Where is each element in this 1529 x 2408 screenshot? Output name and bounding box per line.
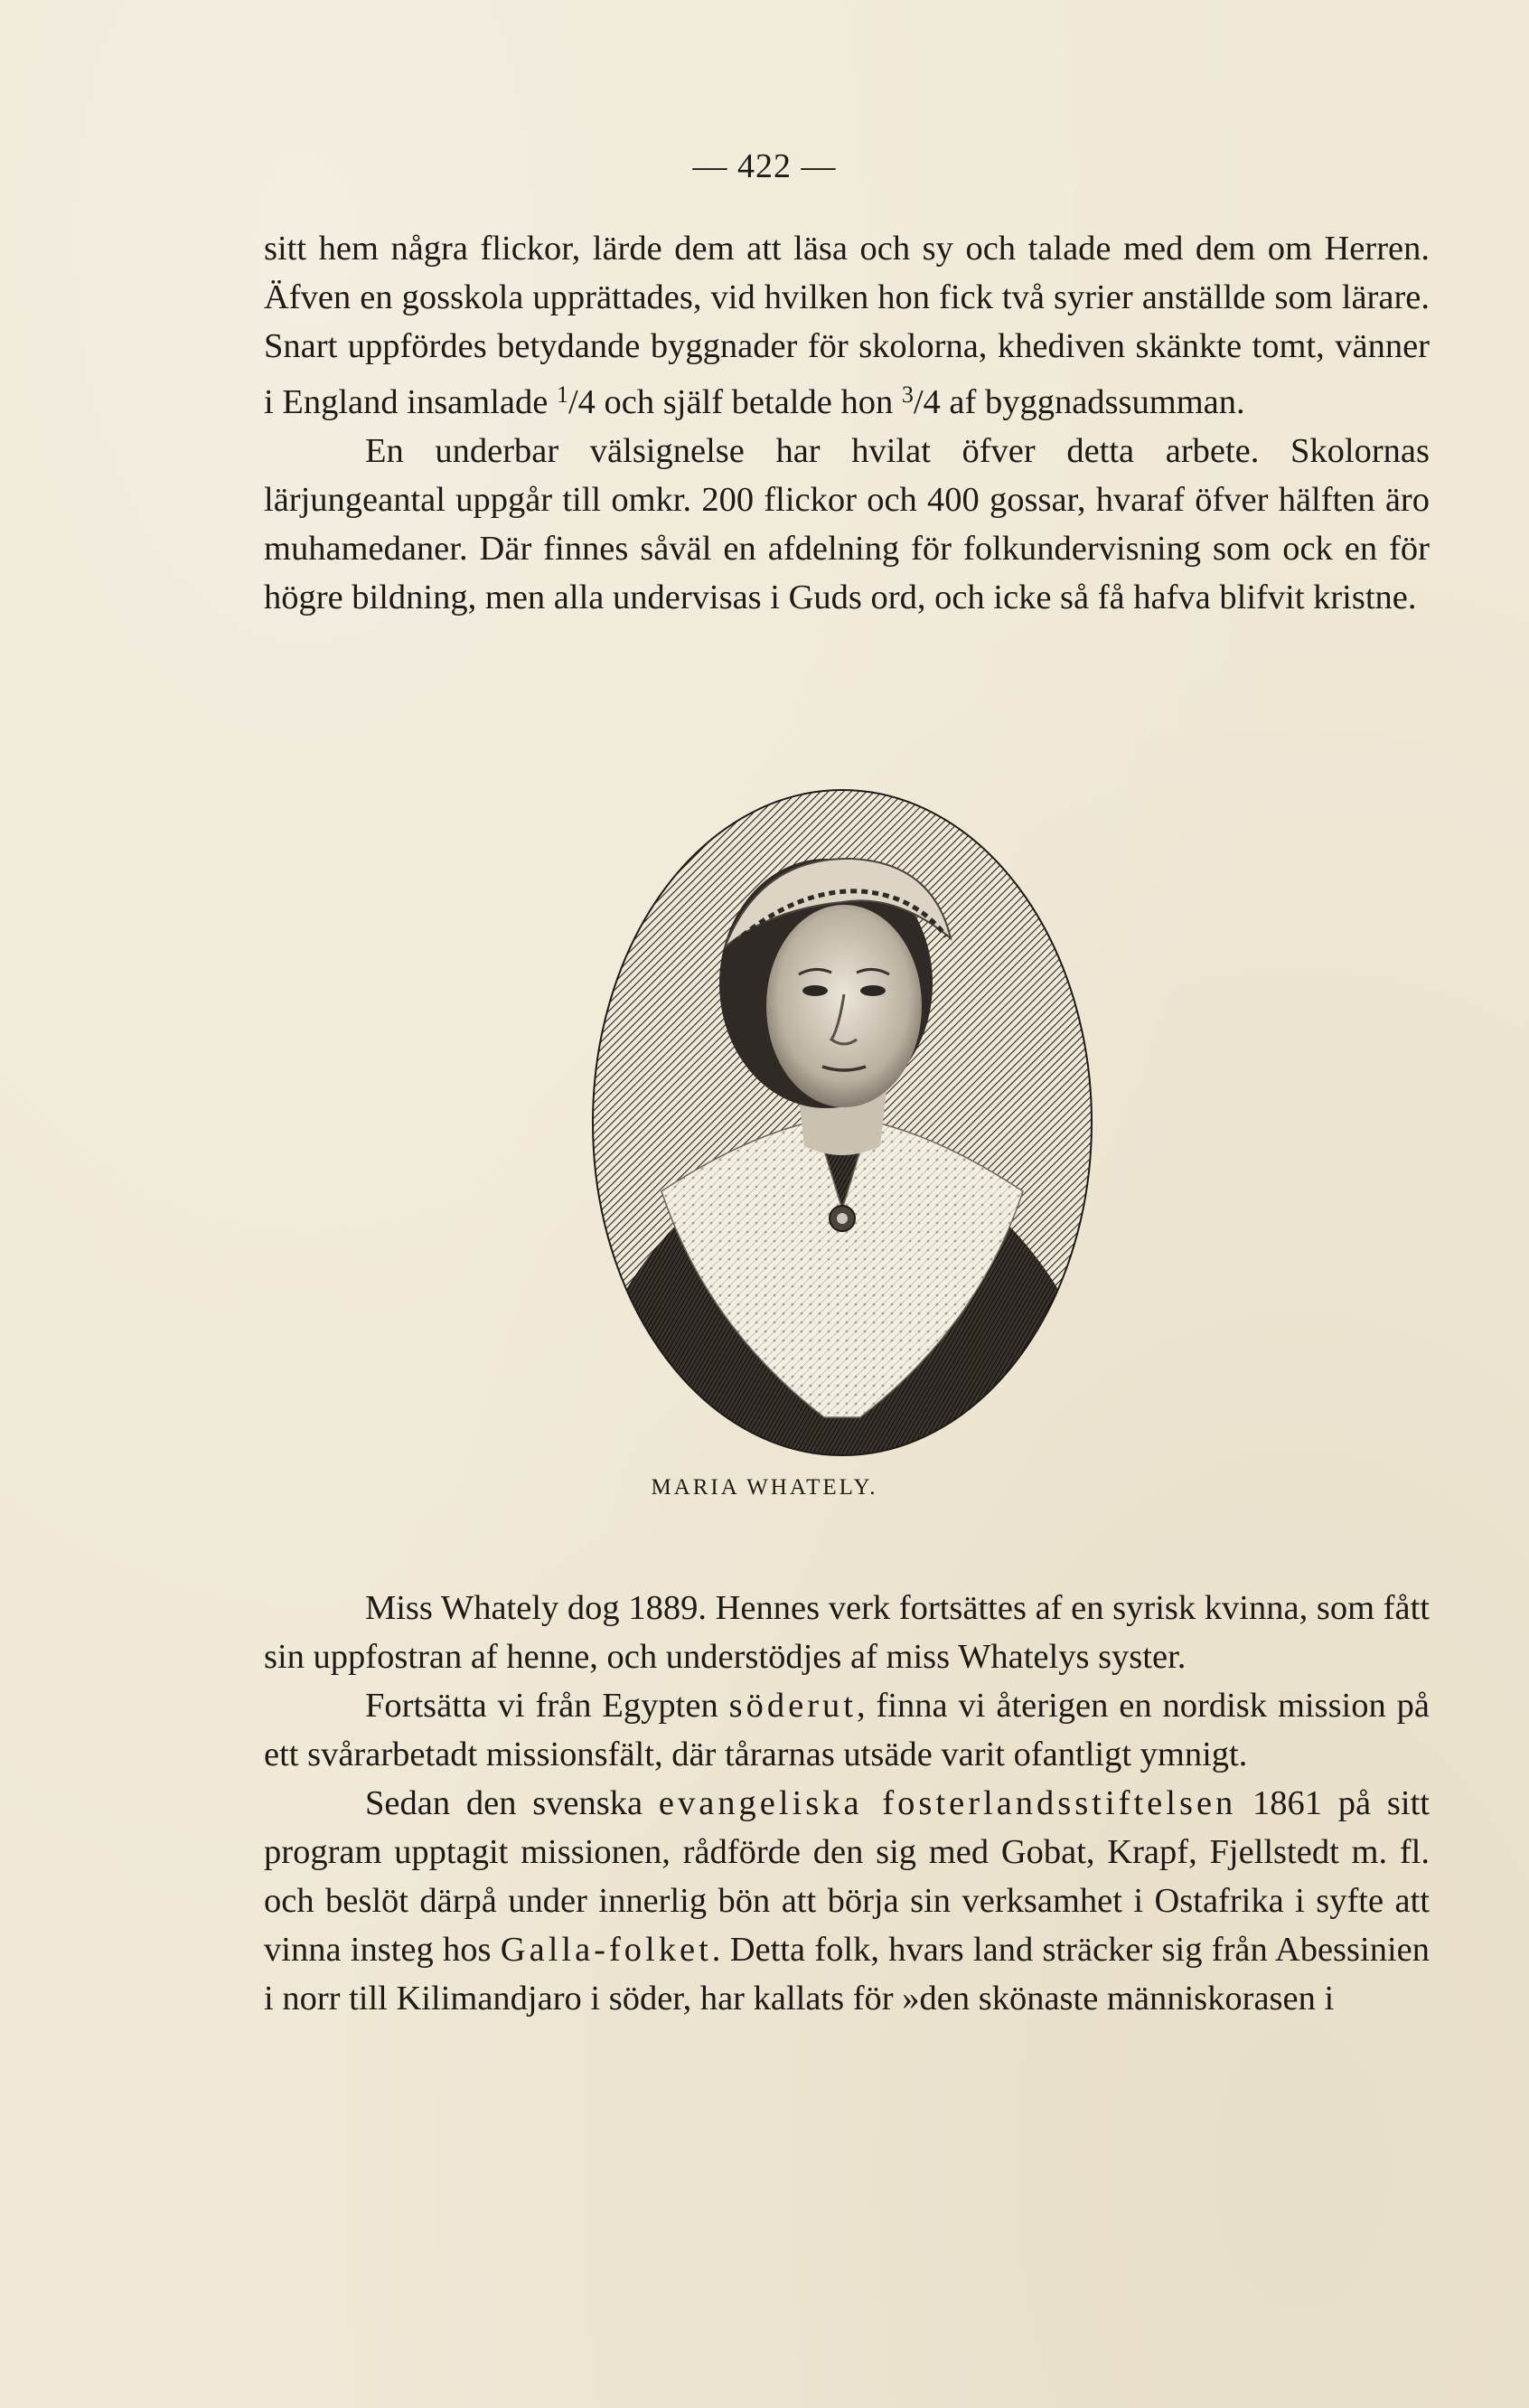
- paragraph-4: [264, 1681, 1430, 1779]
- paragraph-4-text-b: , finna vi återigen en nordisk mission på ett svårarbetadt missionsfält, där tårarnas utsäde varit ofantligt ymnigt.: [264, 1687, 1430, 1773]
- paragraph-5-text-a: Sedan den svenska: [365, 1784, 659, 1822]
- paragraph-1-text-a: sitt hem några flickor, lärde dem att läsa och sy och talade med dem om Herren. Äfven en gosskola upprättades, vid hvilken hon fick två syrier anställde som lärare. Snart uppfördes betydande byggnader för skolorna, khediven skänkte tomt, vänner i England insamlade: [264, 230, 1430, 421]
- fraction-1-denominator: /4: [568, 383, 596, 421]
- paragraph-4-text-a: Fortsätta vi från Egypten: [365, 1687, 729, 1725]
- paragraph-2: En underbar välsignelse har hvilat öfver detta arbete. Skolornas lärjungeantal uppgår till omkr. 200 flickor och 400 gossar, hvaraf öfver hälften äro muhamedaner. Där finnes såväl en afdelning för folkundervisning som ock en för högre bildning, men alla undervisas i Guds ord, och icke så få hafva blifvit kristne.: [264, 432, 1430, 616]
- portrait-engraving: [589, 785, 1095, 1461]
- paragraph-5-text-c: . Detta folk, hvars land sträcker sig från Abessinien i norr till Kilimandjaro i söder, har kallats för »den skönaste människorasen i: [264, 1931, 1430, 2018]
- fraction-2-numerator: 3: [901, 381, 914, 408]
- fraction-2-denominator: /4: [913, 383, 941, 421]
- fraction-1-numerator: 1: [556, 381, 568, 408]
- paragraph-1: [264, 224, 1430, 427]
- paragraph-3: Miss Whately dog 1889. Hennes verk fortsättes af en syrisk kvinna, som fått sin uppfostran af henne, och understödjes af miss Whatelys syster.: [264, 1589, 1430, 1676]
- paragraph-1-text-b: och själf betalde hon: [595, 383, 902, 421]
- paragraph-5-text-b: 1861 på sitt program upptagit missionen, rådförde den sig med Gobat, Krapf, Fjellstedt m. fl. och beslöt därpå under innerlig bön att börja sin verksamhet i Ostafrika i syfte att vinna insteg hos: [264, 1784, 1430, 1969]
- portrait-image: [589, 785, 1095, 1461]
- paragraph-4-spaced: söderut: [728, 1687, 857, 1725]
- page-number: — 422 —: [692, 147, 837, 185]
- top-text-block: [264, 224, 1430, 622]
- paragraph-5: [264, 1779, 1430, 2023]
- portrait-caption: MARIA WHATELY.: [651, 1475, 878, 1500]
- paragraph-5-spaced-2: Galla-folket: [500, 1931, 712, 1969]
- paragraph-5-spaced-1: evangeliska fosterlandsstiftelsen: [658, 1784, 1237, 1822]
- paragraph-1-text-c: af byggnadssumman.: [940, 383, 1245, 421]
- bottom-text-block: [264, 1584, 1430, 2023]
